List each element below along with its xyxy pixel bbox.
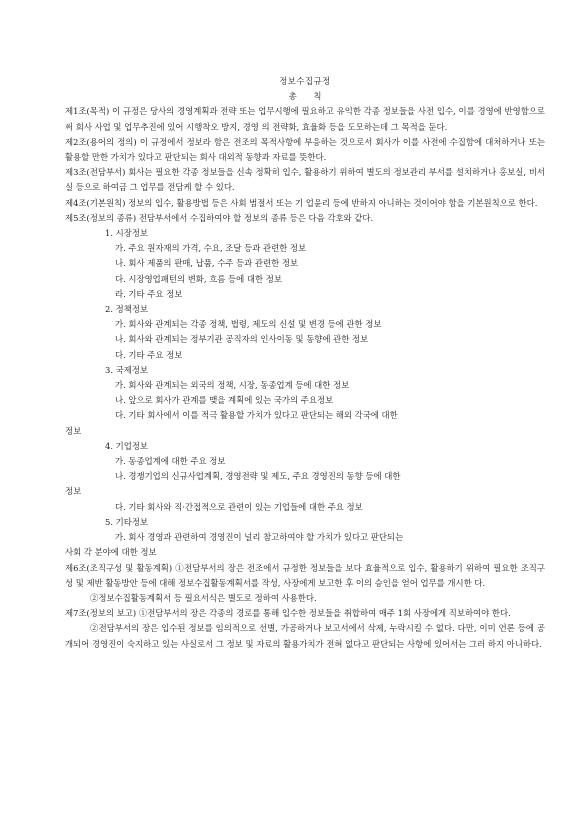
section-4-item-a: 가. 동종업계에 대한 주요 정보 (115, 456, 226, 467)
article-6-clause-2: ②정보수집활동계획서 등 필요서식은 별도로 정하여 사용한다. (90, 592, 317, 603)
document-title: 정보수집규정 (279, 76, 331, 86)
section-2-item-b: 나. 회사와 관계되는 정부기관 공직자의 인사이동 및 동향에 관한 정보 (115, 334, 369, 345)
section-1-item-a: 가. 주요 원자재의 가격, 수요, 조달 등과 관련한 정보 (115, 243, 307, 254)
section-2-item-c: 다. 기타 주요 정보 (115, 349, 183, 360)
article-4: 제4조(기본원칙) 정보의 입수, 활용방법 등은 사회 범절서 또는 기 업윤리 등에 반하지 아니하는 것이어야 함을 기본원칙으로 한다. (65, 197, 538, 208)
section-3-item-b: 나. 앞으로 회사가 관계를 맺을 계획에 있는 국가의 주요정보 (115, 395, 334, 406)
article-7-clause-2: ②전담부서의 장은 입수된 정보를 임의적으로 선별, 가공하거나 보고서에서 삭제, 누락시킬 수 없다. 다만, 이미 언론 등에 공개되어 경영진이 숙지하고 있는 사실로서 그 정보 및 자료의 활용가치가 전혀 없다고 판단되는 사항에 있어서는 그러 하지 아니하다. (65, 623, 545, 649)
article-5: 제5조(정보의 종류) 전담부서에서 수집하여야 할 정보의 종류 등은 다음 각호와 같다. (65, 212, 374, 223)
section-4-heading: 4. 기업정보 (105, 440, 149, 451)
article-1: 제1조(목적) 이 규정은 당사의 경영계획과 전략 또는 업무시행에 필요하고 유익한 각종 정보들을 사전 입수, 이를 경영에 반영함으로써 회사 사업 및 업무추진에 있어 시행착오 방지, 경영 의 전략화, 효율화 등을 도모하는데 그 목적을 둔다. (65, 106, 545, 132)
section-1-item-b: 나. 회사 제품의 판매, 납품, 수주 등과 관련한 정보 (115, 258, 298, 269)
section-1-item-c: 다. 시장영업패턴의 변화, 흐름 등에 대한 정보 (115, 273, 282, 284)
section-5-item-a-cont: 사회 각 분야에 대한 정보 (65, 547, 157, 558)
article-7: 제7조(정보의 보고) ①전담부서의 장은 각종의 경로를 통해 입수한 정보들을 취합하여 매주 1회 사장에게 직보하여야 한다. (65, 608, 511, 619)
section-4-item-b: 나. 경쟁기업의 신규사업계획, 경영전략 및 제도, 주요 경영진의 동향 등에 대한 (115, 471, 401, 482)
section-1-item-d: 라. 기타 주요 정보 (115, 288, 183, 299)
section-4-item-c: 다. 기타 회사와 직·간접적으로 관련이 있는 기업들에 대한 주요 정보 (115, 501, 363, 512)
article-2: 제2조(용어의 정의) 이 규정에서 정보라 함은 전조의 목적사항에 부응하는 것으로서 회사가 이를 사전에 수집함에 대처하거나 또는 활용할 만한 가치가 있다고 판단되는 회사 대외적 동향과 자료를 뜻한다. (65, 136, 545, 163)
section-3-heading: 3. 국제정보 (105, 364, 149, 375)
section-3-item-c: 다. 기타 회사에서 이를 적극 활용할 가치가 있다고 판단되는 해외 각국에 대한 (115, 410, 398, 421)
section-5-heading: 5. 기타정보 (105, 516, 149, 527)
section-4-item-b-cont: 정보 (65, 486, 82, 497)
article-6: 제6조(조직구성 및 활동계획) ①전담부서의 장은 전조에서 규정한 정보들을 보다 효율적으로 입수, 활용하기 위하여 필요한 조직구성 및 제반 활동방안 등에 대해 정보수집활동계획서를 작성, 사장에게 보고한 후 이의 승인을 얻어 업무를 개시한 다. (65, 562, 545, 588)
section-5-item-a: 가. 회사 경영과 관련하여 경영진이 널리 참고하여야 할 가치가 있다고 판단되는 (115, 532, 404, 543)
document-subtitle: 총 칙 (288, 91, 322, 102)
section-2-item-a: 가. 회사와 관계되는 각종 정책, 법령, 제도의 신설 및 변경 등에 관한 정보 (115, 319, 382, 330)
section-2-heading: 2. 정책정보 (105, 304, 149, 315)
section-3-item-c-cont: 정보 (65, 425, 82, 436)
article-3: 제3조(전담부서) 회사는 필요한 각종 정보들을 신속 정확히 입수, 활용하기 위하여 별도의 정보관리 부서를 설치하거나 홍보실, 비서실 등으로 하여금 그 업무를 전담케 할 수 있다. (65, 167, 545, 193)
section-1-heading: 1. 시장정보 (105, 228, 149, 239)
section-3-item-a: 가. 회사와 관계되는 외국의 정책, 시장, 동종업계 등에 대한 정보 (115, 380, 350, 391)
